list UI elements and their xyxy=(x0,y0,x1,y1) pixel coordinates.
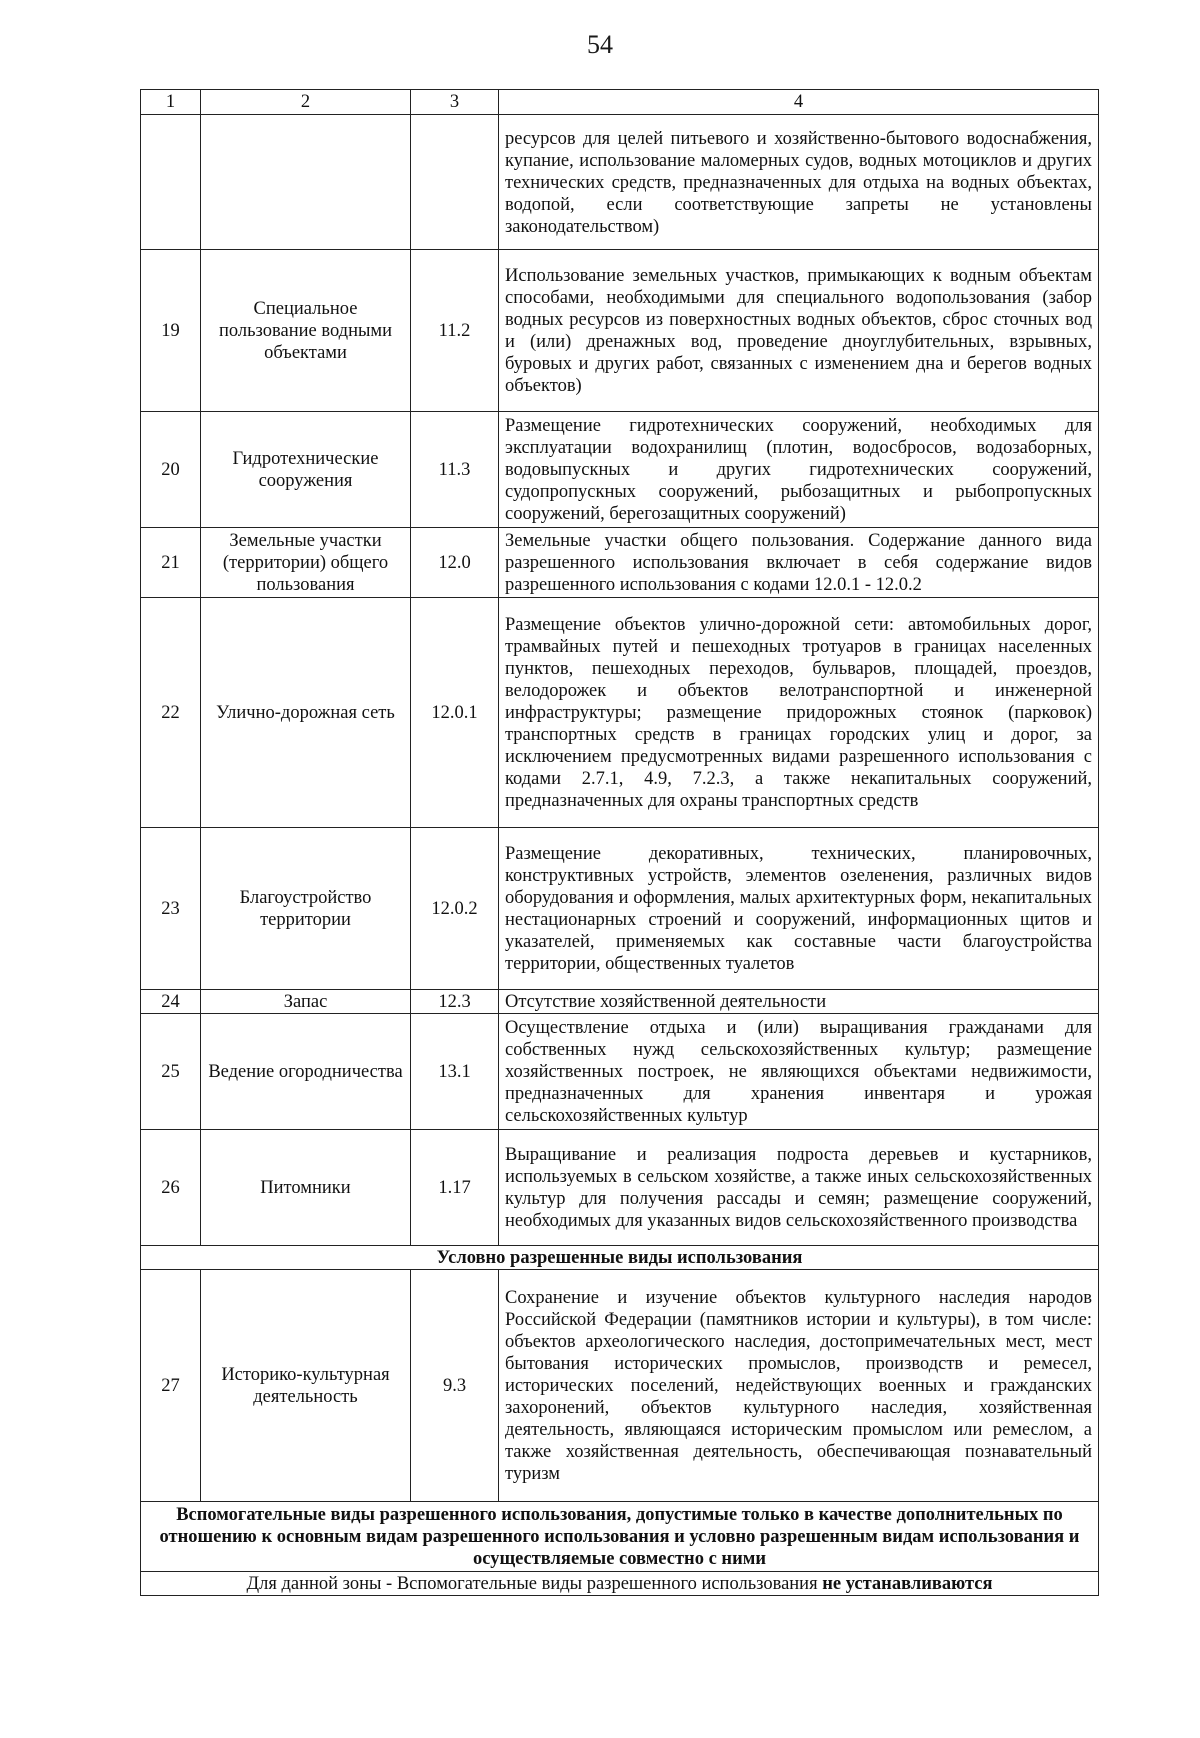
continuation-row xyxy=(141,115,1099,250)
auxiliary-note-prefix: Для данной зоны - Вспомогательные виды разрешенного использования xyxy=(246,1574,818,1594)
header-col-3: 3 xyxy=(411,90,499,115)
row-number: 27 xyxy=(141,1270,201,1502)
table-row xyxy=(141,1014,1099,1130)
table-row xyxy=(141,250,1099,412)
row-name: Гидротехнические сооружения xyxy=(201,412,411,528)
row-description: Размещение гидротехнических сооружений, необходимых для эксплуатации водохранилищ (плотин, водосбросов, водозаборных, водовыпускных и других гидротехнических сооружений, судопропускных сооружений, рыбозащитных и рыбопропускных сооружений, берегозащитных сооружений) xyxy=(499,412,1099,528)
row-code: 12.3 xyxy=(411,990,499,1014)
row-number: 21 xyxy=(141,528,201,598)
row-number: 23 xyxy=(141,828,201,990)
table-row xyxy=(141,528,1099,598)
row-code: 11.3 xyxy=(411,412,499,528)
row-name: Земельные участки (территории) общего пользования xyxy=(201,528,411,598)
row-code: 12.0.1 xyxy=(411,598,499,828)
row-number: 22 xyxy=(141,598,201,828)
row-number: 20 xyxy=(141,412,201,528)
row-name: Благоустройство территории xyxy=(201,828,411,990)
row-number: 24 xyxy=(141,990,201,1014)
row-name: Специальное пользование водными объектами xyxy=(201,250,411,412)
row-code: 9.3 xyxy=(411,1270,499,1502)
table-row xyxy=(141,828,1099,990)
table-row xyxy=(141,1270,1099,1502)
auxiliary-note xyxy=(141,1572,1099,1596)
header-col-1: 1 xyxy=(141,90,201,115)
auxiliary-note-bold: не устанавливаются xyxy=(822,1574,993,1594)
table-row xyxy=(141,412,1099,528)
row-description: Размещение декоративных, технических, планировочных, конструктивных устройств, элементов озеленения, различных видов оборудования и оформления, малых архитектурных форм, некапитальных нестационарных строений и сооружений, информационных щитов и указателей, применяемых как составные части благоустройства территории, общественных туалетов xyxy=(499,828,1099,990)
header-col-4: 4 xyxy=(499,90,1099,115)
row-number: 19 xyxy=(141,250,201,412)
table-row xyxy=(141,598,1099,828)
row-description: Размещение объектов улично-дорожной сети: автомобильных дорог, трамвайных путей и пешеходных тротуаров в границах населенных пунктов, пешеходных переходов, бульваров, площадей, проездов, велодорожек и объектов велотранспортной и инженерной инфраструктуры; размещение придорожных стоянок (парковок) транспортных средств в границах городских улиц и дорог, за исключением предусмотренных видами разрешенного использования с кодами 2.7.1, 4.9, 7.2.3, а также некапитальных сооружений, предназначенных для охраны транспортных средств xyxy=(499,598,1099,828)
header-col-2: 2 xyxy=(201,90,411,115)
auxiliary-section-title: Вспомогательные виды разрешенного использования, допустимые только в качестве дополнительных по отношению к основным видам разрешенного использования и условно разрешенным видам использования и осуществляемые совместно с ними xyxy=(141,1502,1099,1572)
row-description: Осуществление отдыха и (или) выращивания гражданами для собственных нужд сельскохозяйственных культур; размещение хозяйственных построек, не являющихся объектами недвижимости, предназначенных для хранения инвентаря и урожая сельскохозяйственных культур xyxy=(499,1014,1099,1130)
row-number: 25 xyxy=(141,1014,201,1130)
continuation-text: ресурсов для целей питьевого и хозяйственно-бытового водоснабжения, купание, использование маломерных судов, водных мотоциклов и других технических средств, предназначенных для отдыха на водных объектах, водопой, если соответствующие запреты не установлены законодательством) xyxy=(499,115,1099,250)
land-use-table xyxy=(140,89,1099,1596)
auxiliary-title-row xyxy=(141,1502,1099,1572)
row-name: Запас xyxy=(201,990,411,1014)
row-description: Использование земельных участков, примыкающих к водным объектам способами, необходимыми для специального водопользования (забор водных ресурсов из поверхностных водных объектов, сброс сточных вод и (или) дренажных вод, проведение дноуглубительных, взрывных, буровых и других работ, связанных с изменением дна и берегов водных объектов) xyxy=(499,250,1099,412)
auxiliary-note-row xyxy=(141,1572,1099,1596)
row-name: Питомники xyxy=(201,1130,411,1246)
row-description: Отсутствие хозяйственной деятельности xyxy=(499,990,1099,1014)
row-description: Выращивание и реализация подроста деревьев и кустарников, используемых в сельском хозяйстве, а также иных сельскохозяйственных культур для получения рассады и семян; размещение сооружений, необходимых для указанных видов сельскохозяйственного производства xyxy=(499,1130,1099,1246)
row-name: Улично-дорожная сеть xyxy=(201,598,411,828)
page-number: 54 xyxy=(587,30,613,59)
conditional-section-title: Условно разрешенные виды использования xyxy=(141,1246,1099,1270)
row-code: 12.0.2 xyxy=(411,828,499,990)
row-description: Сохранение и изучение объектов культурного наследия народов Российской Федерации (памятников истории и культуры), в том числе: объектов археологического наследия, достопримечательных мест, мест бытования исторических промыслов, производств и ремесел, исторических поселений, недействующих военных и гражданских захоронений, объектов культурного наследия, хозяйственная деятельность, являющаяся историческим промыслом или ремеслом, а также хозяйственная деятельность, обеспечивающая познавательный туризм xyxy=(499,1270,1099,1502)
row-name: Ведение огородничества xyxy=(201,1014,411,1130)
row-code: 12.0 xyxy=(411,528,499,598)
table-row xyxy=(141,1130,1099,1246)
row-code: 11.2 xyxy=(411,250,499,412)
section-header-row xyxy=(141,1246,1099,1270)
table-row xyxy=(141,990,1099,1014)
row-name: Историко-культурная деятельность xyxy=(201,1270,411,1502)
header-row xyxy=(141,90,1099,115)
row-number: 26 xyxy=(141,1130,201,1246)
row-code: 1.17 xyxy=(411,1130,499,1246)
row-description: Земельные участки общего пользования. Содержание данного вида разрешенного использования включает в себя содержание видов разрешенного использования с кодами 12.0.1 - 12.0.2 xyxy=(499,528,1099,598)
row-code: 13.1 xyxy=(411,1014,499,1130)
